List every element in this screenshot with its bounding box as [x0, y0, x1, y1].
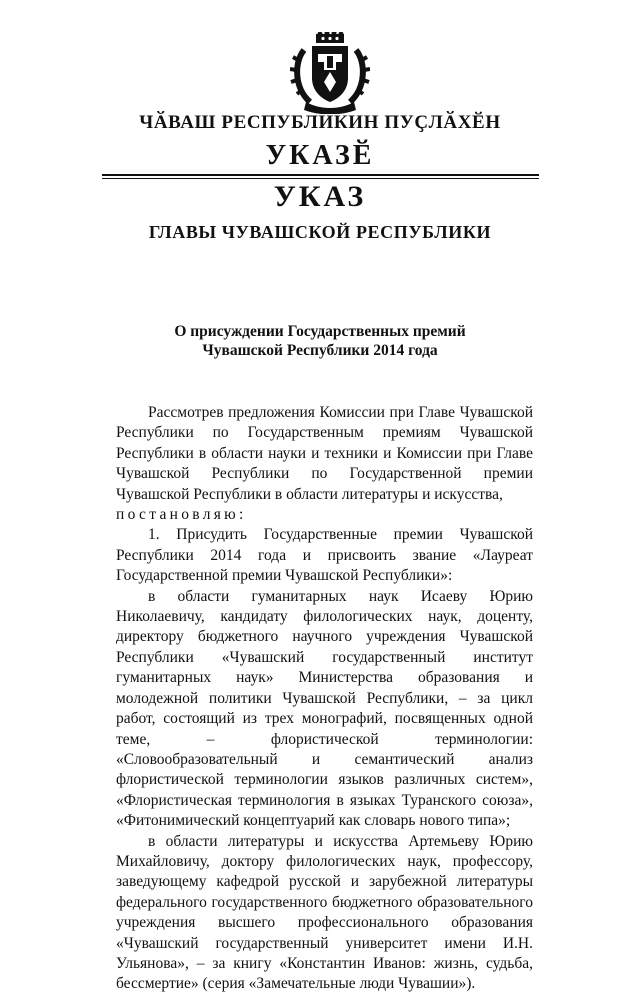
- chuvash-decree-title: УКАЗӖ: [265, 140, 375, 171]
- header-divider: [102, 174, 539, 176]
- resolve-word: постановляю:: [116, 506, 247, 524]
- coat-of-arms-icon: [290, 32, 370, 114]
- paragraph-item-1: 1. Присудить Государственные премии Чувашской Республики 2014 года и присвоить звание «Лауреат Государственной премии Чувашской Республики»:: [116, 526, 533, 585]
- decree-title-line-1: О присуждении Государственных премий: [174, 323, 466, 340]
- paragraph-literature: в области литературы и искусства Артемьеву Юрию Михайловичу, доктору филологических наук, профессору, заведующему кафедрой русской и зарубежной литературы федерального государственного бюджетного образовательного учреждения высшего профессионального образования «Чувашский государственный университет имени И.Н. Ульянова», – за книгу «Константин Иванов: жизнь, судьба, бессмертие» (серия «Замечательные люди Чувашии»).: [116, 832, 533, 993]
- decree-title: [0, 322, 640, 360]
- paragraph-preamble: [116, 403, 533, 525]
- preamble-text: Рассмотрев предложения Комиссии при Главе Чувашской Республики по Государственным премиям Чувашской Республики в области науки и техники и Комиссии при Главе Чувашской Республики по Государственной премии Чувашской Республики в области литературы и искусства,: [116, 404, 533, 503]
- header-divider-thin: [102, 178, 539, 179]
- decree-title-line-2: Чувашской Республики 2014 года: [202, 342, 438, 359]
- paragraph-humanities: в области гуманитарных наук Исаеву Юрию Николаевичу, кандидату филологических наук, доценту, директору бюджетного научного учреждения Чувашской Республики «Чувашский государственный институт гуманитарных наук» Министерства образования и молодежной политики Чувашской Республики, – за цикл работ, состоящий из трех монографий, посвященных одной теме, – флористической терминологии: «Словообразовательный и семантический анализ флористической терминологии языков различных систем», «Флористическая терминология в языках Туранского союза», «Фитонимический концептуарий как словарь нового типа»;: [116, 587, 533, 830]
- russian-header-line: ГЛАВЫ ЧУВАШСКОЙ РЕСПУБЛИКИ: [148, 222, 492, 242]
- decree-body: [116, 403, 533, 995]
- chuvash-header-line: ЧӐВАШ РЕСПУБЛИКИН ПУҪЛӐХӖН: [139, 112, 501, 133]
- russian-decree-title: УКАЗ: [273, 180, 367, 213]
